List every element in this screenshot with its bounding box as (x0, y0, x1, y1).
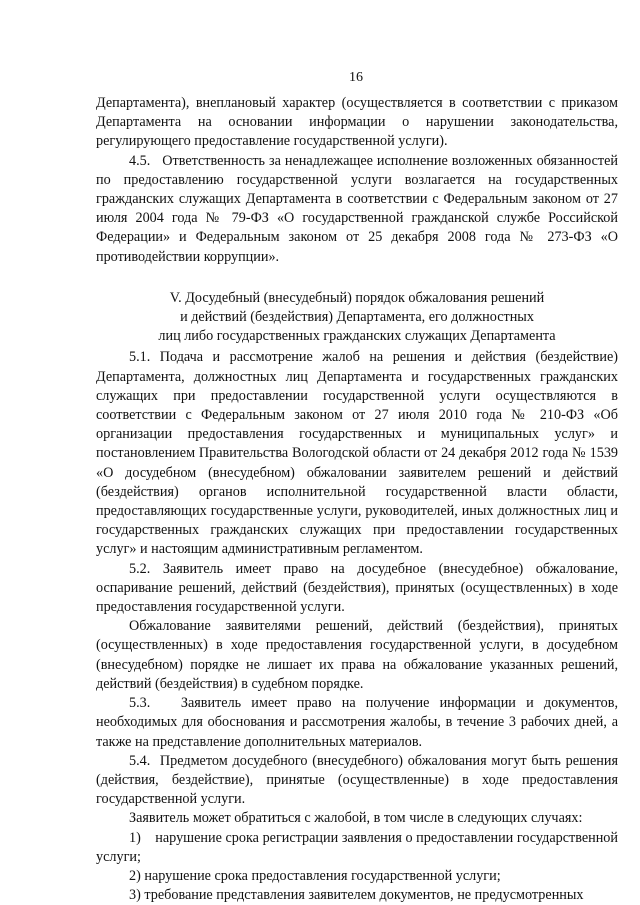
paragraph-4-5: 4.5. Ответственность за ненадлежащее исполнение возложенных обязанностей по предоставлению государственной услуги возлагается на государственных гражданских служащих Департамента в соответствии с Федеральным законом от 27 июля 2004 года № 79-ФЗ «О государственной гражданской службе Российской Федерации» и Федеральным законом от 25 декабря 2008 года № 273-ФЗ «О противодействии коррупции». (96, 152, 618, 265)
paragraph-5-2: 5.2. Заявитель имеет право на досудебное (внесудебное) обжалование, оспаривание решений, действий (бездействия), принятых (осуществленных) в ходе предоставления государственной услуги. (96, 560, 618, 616)
section-heading-line-2: и действий (бездействия) Департамента, его должностных (180, 309, 534, 326)
section-heading-line-3: лиц либо государственных гражданских служащих Департамента (158, 328, 556, 345)
paragraph-5-1: 5.1. Подача и рассмотрение жалоб на решения и действия (бездействие) Департамента, должностных лиц Департамента и государственных гражданских служащих при предоставлении государственной услуги осуществляются в соответствии с Федеральным законом от 27 июля 2010 года № 210-ФЗ «Об организации предоставления государственных и муниципальных услуг» и постановлением Правительства Вологодской области от 24 декабря 2012 года № 1539 «О досудебном (внесудебном) обжаловании заявителем решений и действий (бездействия) органов исполнительной государственной власти области, предоставляющих государственные услуги, руководителей, иных должностных лиц и государственных гражданских служащих при предоставлении государственных услуг» и настоящим административным регламентом. (96, 349, 618, 558)
paragraph-appeal-rights: Обжалование заявителями решений, действий (бездействия), принятых (осуществленных) в ходе предоставления государственной услуги, в досудебном (внесудебном) порядке не лишает их права на обжалование указанных решений, действий (бездействия) в судебном порядке. (96, 618, 618, 692)
paragraph-continuation: Департамента), внеплановый характер (осуществляется в соответствии с приказом Департамента на основании информации о нарушении законодательства, регулирующего предоставление государственной услуги). (96, 95, 618, 150)
list-item-2: 2) нарушение срока предоставления государственной услуги; (129, 867, 501, 884)
paragraph-5-3: 5.3. Заявитель имеет право на получение информации и документов, необходимых для обоснования и рассмотрения жалобы, в течение 3 рабочих дней, а также на представление дополнительных материалов. (96, 695, 618, 750)
paragraph-cases-intro: Заявитель может обратиться с жалобой, в том числе в следующих случаях: (129, 810, 583, 827)
list-item-3: 3) требование представления заявителем документов, не предусмотренных (129, 887, 584, 904)
section-heading-line-1: V. Досудебный (внесудебный) порядок обжалования решений (169, 289, 545, 306)
document-body (96, 94, 618, 905)
list-item-1: 1) нарушение срока регистрации заявления о предоставлении государственной услуги; (96, 829, 618, 865)
section-heading (96, 289, 618, 347)
paragraph-5-4: 5.4. Предметом досудебного (внесудебного) обжалования могут быть решения (действия, бездействие), принятые (осуществленные) в ходе предоставления государственной услуги. (96, 752, 618, 808)
page-number: 16 (349, 70, 363, 85)
